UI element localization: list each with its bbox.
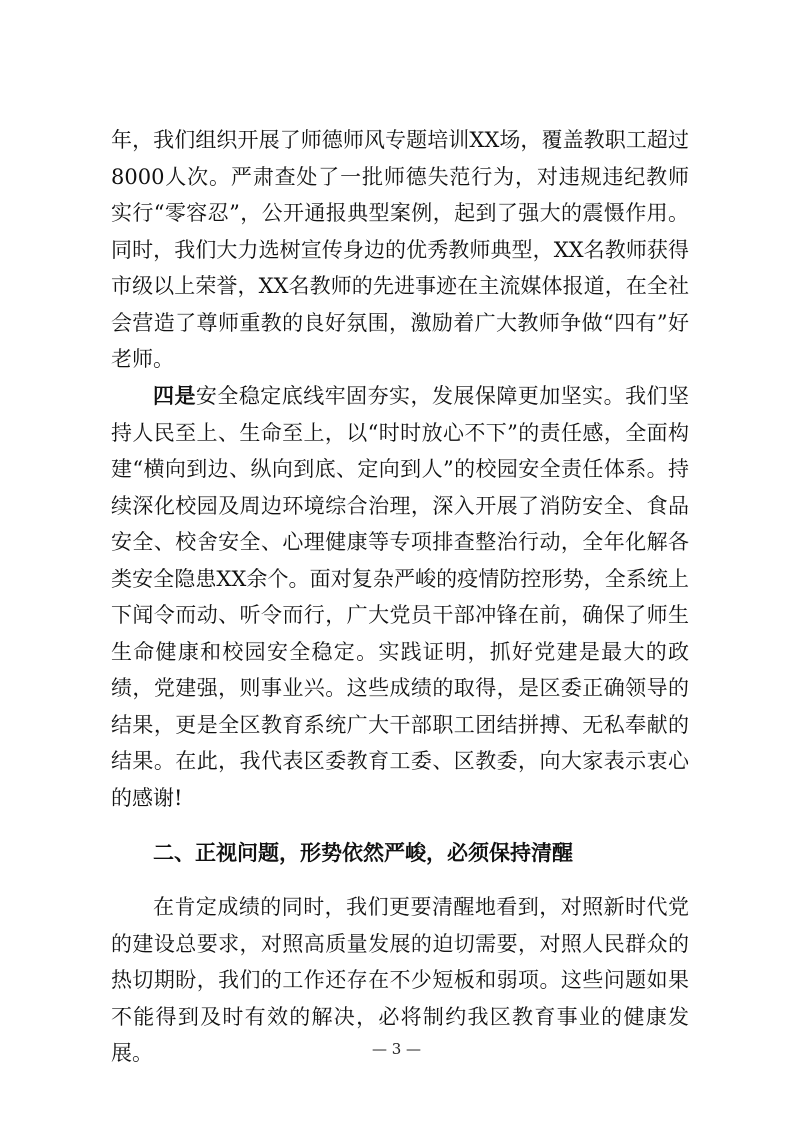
paragraph-body: 安全稳定底线牢固夯实，发展保障更加坚实。我们坚持人民至上、生命至上，以“时时放心不下”的责任感，全面构建“横向到边、纵向到底、定向到人”的校园安全责任体系。持续深化校园及周边环境综合治理，深入开展了消防安全、食品安全、校舍安全、心理健康等专项排查整治行动，全年化解各类安全隐患XX余个。面对复杂严峻的疫情防控形势，全系统上下闻令而动、听令而行，广大党员干部冲锋在前，确保了师生生命健康和校园安全稳定。实践证明，抓好党建是最大的政绩，党建强，则事业兴。这些成绩的取得，是区委正确领导的结果，更是全区教育系统广大干部职工团结拼搏、无私奉献的结果。在此，我代表区委教育工委、区教委，向大家表示衷心的感谢! <box>111 384 690 810</box>
page-number: — 3 — <box>371 1040 422 1058</box>
section-heading: 二、正视问题，形势依然严峻，必须保持清醒 <box>153 841 573 865</box>
paragraph-teacher-ethics: 年，我们组织开展了师德师风专题培训XX场，覆盖教职工超过8000人次。严肃查处了一批师德失范行为，对违规违纪教师实行“零容忍”，公开通报典型案例，起到了强大的震慑作用。同时，我们大力选树宣传身边的优秀教师典型，XX名教师获得市级以上荣誉，XX名教师的先进事迹在主流媒体报道，在全社会营造了尊师重教的良好氛围，激励着广大教师争做“四有”好老师。 <box>111 128 689 371</box>
paragraph-safety-stability <box>111 378 689 816</box>
paragraph-problems: 在肯定成绩的同时，我们更要清醒地看到，对照新时代党的建设总要求，对照高质量发展的迫切需要，对照人民群众的热切期盼，我们的工作还存在不少短板和弱项。这些问题如果不能得到及时有效的解决，必将制约我区教育事业的健康发展。 <box>111 895 689 1065</box>
paragraph-lead: 四是 <box>153 384 196 408</box>
